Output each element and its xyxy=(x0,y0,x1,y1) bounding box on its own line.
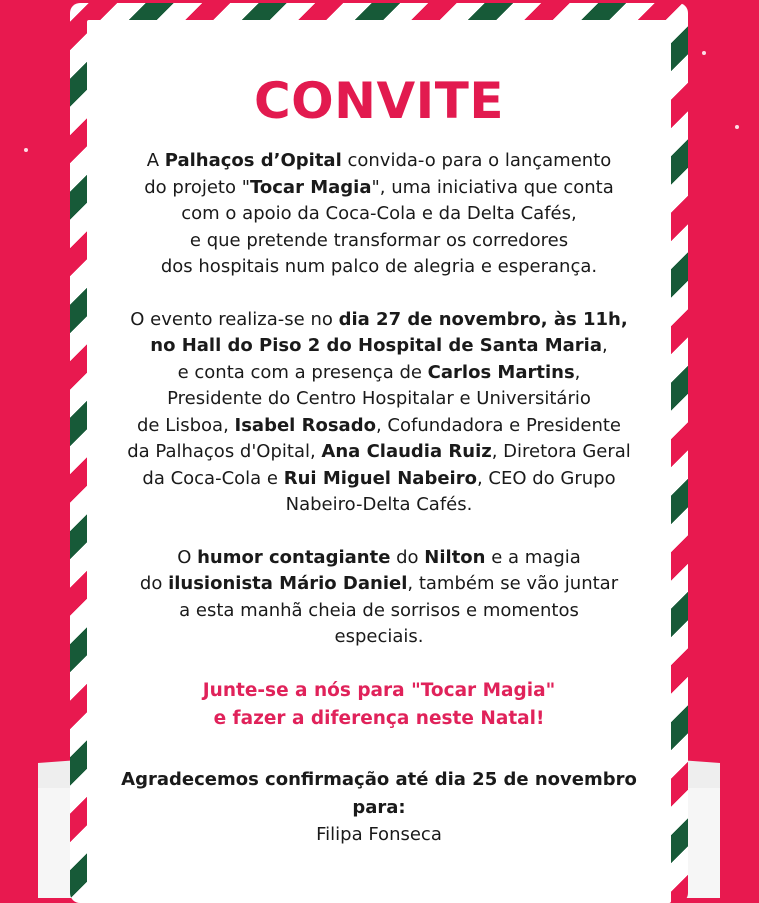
intro-text: dos hospitais num palco de alegria e esperança. xyxy=(160,256,598,277)
snow-dot xyxy=(735,125,739,129)
event-text: Nabeiro-Delta Cafés. xyxy=(285,494,473,515)
rsvp-line: para: xyxy=(352,796,406,818)
snow-dot xyxy=(702,51,706,55)
project-name: Tocar Magia xyxy=(250,176,372,198)
event-text: Presidente do Centro Hospitalar e Universitário xyxy=(167,388,591,409)
performer-name: Nilton xyxy=(424,546,486,568)
guest-name: Rui Miguel Nabeiro xyxy=(283,467,477,489)
intro-text: convida-o para o lançamento xyxy=(341,150,612,171)
event-text: de Lisboa, xyxy=(136,414,235,436)
call-to-action-line: Junte-se a nós para "Tocar Magia" xyxy=(202,679,556,701)
event-text: , Cofundadora e Presidente xyxy=(375,414,622,436)
rsvp-heading xyxy=(87,766,671,822)
event-text: , xyxy=(602,335,608,356)
page-title: CONVITE xyxy=(253,72,505,130)
entertainment-highlight: humor contagiante xyxy=(197,546,391,568)
intro-text: com o apoio da Coca-Cola e da Delta Cafés, xyxy=(181,203,577,224)
event-date: dia 27 de novembro, às 11h, xyxy=(338,308,628,330)
performer-name: ilusionista Mário Daniel xyxy=(168,573,408,594)
entertainment-text: a esta manhã cheia de sorrisos e momentos xyxy=(179,599,579,621)
entertainment-text: e a magia xyxy=(485,546,581,568)
intro-text: e que pretende transformar os corredores xyxy=(189,229,569,251)
guest-name: Carlos Martins xyxy=(427,361,575,383)
event-text: da Palhaços d'Opital, xyxy=(127,441,322,462)
event-location: no Hall do Piso 2 do Hospital de Santa Maria xyxy=(150,335,602,356)
event-text: e conta com a presença de xyxy=(177,361,428,383)
entertainment-text: do xyxy=(390,546,425,568)
intro-text: do projeto " xyxy=(144,176,250,198)
rsvp-contact: Filipa Fonseca xyxy=(316,823,442,845)
call-to-action xyxy=(87,677,671,733)
snow-dot xyxy=(24,148,28,152)
entertainment-paragraph xyxy=(87,545,671,651)
call-to-action-line: e fazer a diferença neste Natal! xyxy=(213,707,545,729)
entertainment-text: O xyxy=(177,546,198,568)
event-text: O evento realiza-se no xyxy=(130,308,339,330)
rsvp-line: Agradecemos confirmação até dia 25 de novembro xyxy=(121,768,637,790)
guest-name: Ana Claudia Ruiz xyxy=(321,441,492,462)
guest-name: Isabel Rosado xyxy=(234,414,376,436)
intro-text: A xyxy=(146,150,165,171)
entertainment-text: do xyxy=(139,573,169,594)
intro-text: ", uma iniciativa que conta xyxy=(371,176,614,198)
event-paragraph xyxy=(87,307,671,519)
event-text: da Coca-Cola e xyxy=(142,467,284,489)
entertainment-text: especiais. xyxy=(334,626,424,647)
entertainment-text: , também se vão juntar xyxy=(407,573,619,594)
invitation-letter-border xyxy=(70,3,688,903)
event-text: , CEO do Grupo xyxy=(476,467,616,489)
event-text: , Diretora Geral xyxy=(491,441,631,462)
invitation-letter xyxy=(87,20,671,903)
letter-content xyxy=(87,20,671,848)
organization-name: Palhaços d’Opital xyxy=(164,150,342,171)
intro-paragraph xyxy=(87,148,671,281)
event-text: , xyxy=(574,361,581,383)
